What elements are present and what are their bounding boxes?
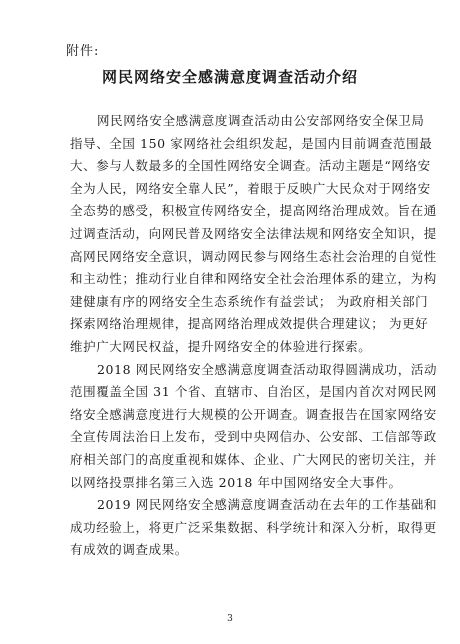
document-body <box>70 110 438 562</box>
paragraph-3 <box>70 494 438 562</box>
text-line: 2018 网民网络安全感满意度调查活动取得圆满成功，活动 <box>97 361 438 377</box>
text-line: 大、参与人数最多的全国性网络安全调查。活动主题是“网络安 <box>70 158 431 174</box>
paragraph-2 <box>70 359 438 495</box>
text-line: 建健康有序的网络安全生态系统作有益尝试； 为政府相关部门 <box>70 293 429 309</box>
text-line: 有成效的调查成果。 <box>70 542 188 558</box>
text-line: 全为人民，网络安全靠人民”，着眼于反映广大民众对于网络安 <box>70 180 431 196</box>
page-number: 3 <box>227 614 233 624</box>
text-line: 全态势的感受，积极宣传网络安全，提高网络治理成效。旨在通 <box>70 203 437 219</box>
text-line: 指导、全国 150 家网络社会组织发起，是国内目前调查范围最 <box>70 135 433 151</box>
text-line: 维护广大网民权益，提升网络安全的体验进行探索。 <box>70 338 372 354</box>
text-line: 范围覆盖全国 31 个省、直辖市、自治区，是国内首次对网民网 <box>70 384 437 400</box>
text-line: 府相关部门的高度重视和媒体、企业、广大网民的密切关注，并 <box>70 451 437 467</box>
text-line: 高网民网络安全意识，调动网民参与网络生态社会治理的自觉性 <box>70 248 437 264</box>
text-line: 和主动性；推动行业自律和网络安全社会治理体系的建立，为构 <box>70 271 437 287</box>
text-line: 全宣传周法治日上发布，受到中央网信办、公安部、工信部等政 <box>70 429 437 445</box>
text-line: 成功经验上，将更广泛采集数据、科学统计和深入分析，取得更 <box>70 519 437 535</box>
paragraph-1 <box>70 110 437 359</box>
text-line: 以网络投票排名第三入选 2018 年中国网络安全大事件。 <box>70 474 402 490</box>
text-line: 络安全感满意度进行大规模的公开调查。调查报告在国家网络安 <box>70 406 437 422</box>
attachment-label: 附件: <box>66 44 100 59</box>
text-line: 网民网络安全感满意度调查活动由公安部网络安全保卫局 <box>97 113 425 128</box>
text-line: 2019 网民网络安全感满意度调查活动在去年的工作基础和 <box>97 497 438 513</box>
text-line: 过调查活动，向网民普及网络安全法律法规和网络安全知识，提 <box>70 225 437 241</box>
document-title: 网民网络安全感满意度调查活动介绍 <box>101 68 358 86</box>
text-line: 探索网络治理规律，提高网络治理成效提供合理建议； 为更好 <box>70 316 429 332</box>
